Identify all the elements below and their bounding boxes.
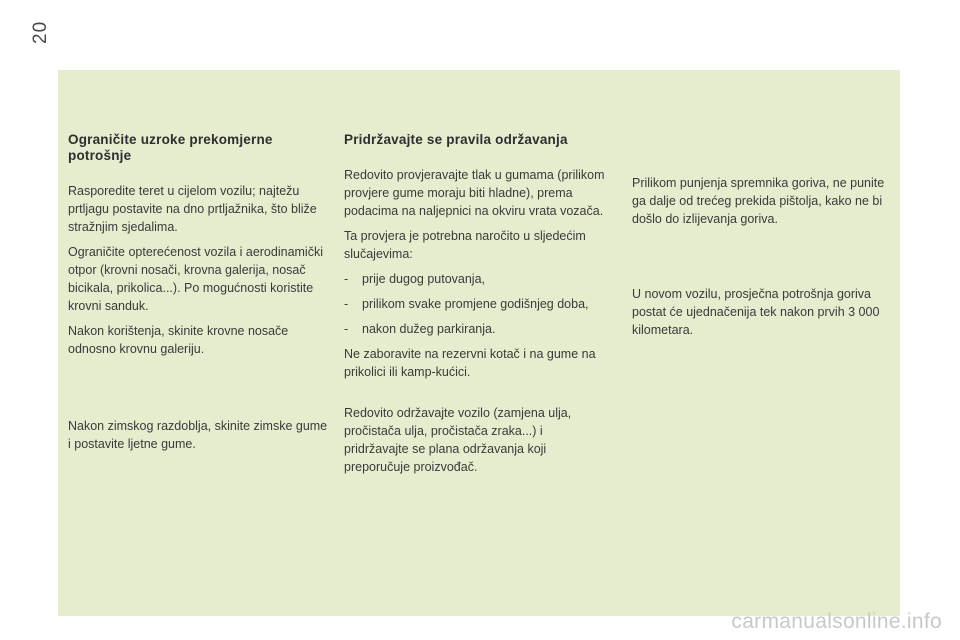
list-item-text: nakon dužeg parkiranja. (362, 322, 496, 336)
list-item-text: prilikom svake promjene godišnjeg doba, (362, 297, 589, 311)
paragraph-check-cases: Ta provjera je potrebna naročito u sljedećim slučajevima: (344, 229, 586, 261)
heading-maintenance: Pridržavajte se pravila održavanja (344, 132, 568, 147)
list-dash: - (344, 297, 349, 311)
heading-limit-consumption: Ograničite uzroke prekomjerne potrošnje (68, 132, 273, 163)
paragraph-roof-rack: Nakon korištenja, skinite krovne nosače odnosno krovnu galeriju. (68, 324, 289, 356)
column-fuel (632, 174, 892, 346)
content-panel (58, 70, 900, 616)
paragraph-winter-tyres: Nakon zimskog razdoblja, skinite zimske gume i postavite ljetne gume. (68, 419, 328, 451)
page-number: 20 (30, 20, 51, 44)
list-dash: - (344, 322, 349, 336)
paragraph-new-vehicle: U novom vozilu, prosječna potrošnja goriva postat će ujednačenija tek nakon prvih 3 000 kilometara. (632, 287, 880, 337)
paragraph-aerodynamics: Ograničite opterećenost vozila i aerodinamički otpor (krovni nosači, krovna galerija, nosač bicikala, prikolica...). Po mogućnosti koristite krovni sanduk. (68, 245, 323, 313)
paragraph-tyre-pressure: Redovito provjeravajte tlak u gumama (prilikom provjere gume moraju biti hladne), prema podacima na naljepnici na okviru vrata vozača. (344, 168, 605, 218)
watermark: carmanualsonline.info (731, 610, 942, 633)
paragraph-load: Rasporedite teret u cijelom vozilu; najtežu prtljagu postavite na dno prtljažnika, što bliže stražnjim sjedalima. (68, 184, 317, 234)
list-item-text: prije dugog putovanja, (362, 272, 486, 286)
list-item (344, 270, 606, 288)
column-maintenance (344, 132, 606, 483)
paragraph-spare-wheel: Ne zaboravite na rezervni kotač i na gume na prikolici ili kamp-kućici. (344, 347, 596, 379)
list-dash: - (344, 272, 349, 286)
column-consumption (68, 132, 330, 460)
list-item (344, 295, 606, 313)
list-item (344, 320, 606, 338)
paragraph-service-plan: Redovito održavajte vozilo (zamjena ulja, pročistača ulja, pročistača zraka...) i pridržavajte se plana održavanja koji preporučuje proizvođač. (344, 406, 572, 474)
paragraph-refuelling: Prilikom punjenja spremnika goriva, ne punite ga dalje od trećeg prekida pištolja, kako ne bi došlo do izlijevanja goriva. (632, 176, 885, 226)
